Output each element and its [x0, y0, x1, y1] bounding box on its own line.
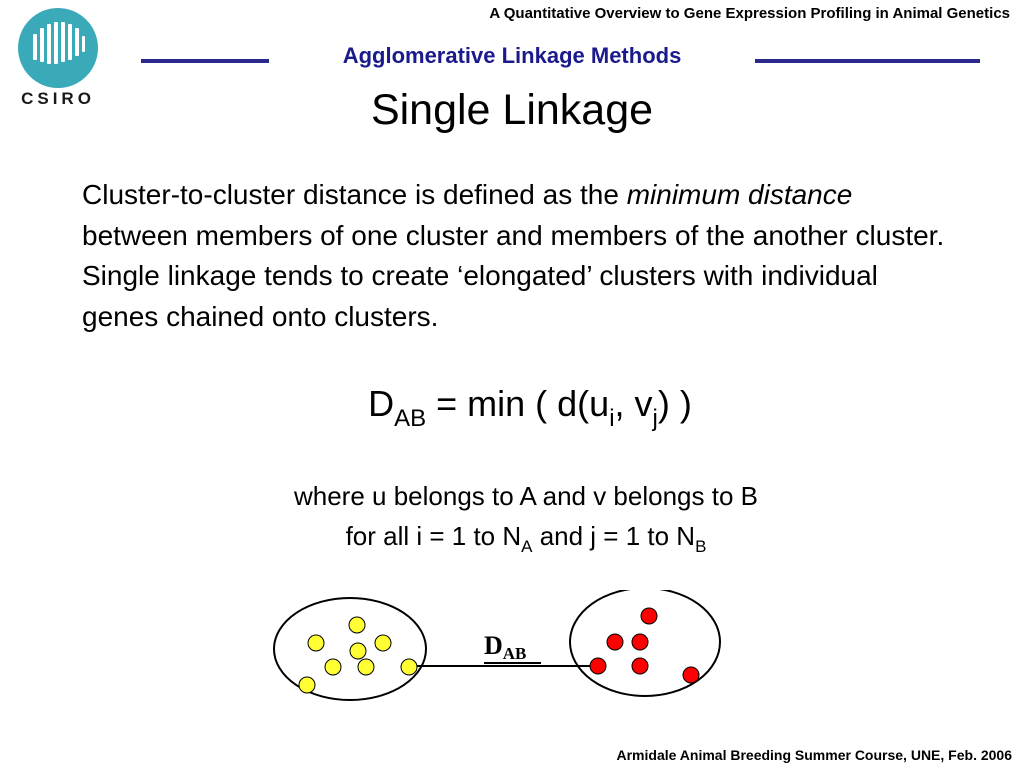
formula-lhs: D	[368, 383, 395, 424]
header-rule-right	[755, 59, 980, 63]
link-label-d: D	[484, 631, 503, 660]
cluster-a-point	[299, 677, 315, 693]
condition-j-range: and j = 1 to N	[532, 521, 696, 551]
cluster-diagram	[0, 590, 1024, 710]
formula-i-subscript: i	[609, 405, 615, 432]
cluster-a-point	[325, 659, 341, 675]
link-label-subscript: AB	[502, 644, 527, 663]
cluster-b-point	[632, 658, 648, 674]
single-linkage-formula	[0, 383, 1024, 432]
formula-min: = min ( d(u	[426, 383, 610, 424]
cluster-b-point	[683, 667, 699, 683]
cluster-b-point	[632, 634, 648, 650]
definition-paragraph	[82, 175, 952, 337]
footer: Armidale Animal Breeding Summer Course, UNE, Feb. 2006	[616, 747, 1012, 763]
definition-text-end: between members of one cluster and members of the another cluster. Single linkage tends to create ‘elongated’ clusters with individual genes chained onto clusters.	[82, 219, 945, 332]
csiro-logo-text: CSIRO	[21, 89, 95, 108]
link-label	[484, 631, 526, 663]
cluster-b-point	[607, 634, 623, 650]
cluster-b-point	[641, 608, 657, 624]
condition-na-subscript: A	[521, 537, 533, 556]
definition-emphasis: minimum distance	[626, 179, 853, 210]
formula-comma: , v	[614, 383, 653, 424]
cluster-a-point	[358, 659, 374, 675]
cluster-a-point	[401, 659, 417, 675]
cluster-a-point	[308, 635, 324, 651]
condition-nb-subscript: B	[695, 537, 707, 556]
condition-line-2	[0, 521, 1024, 556]
cluster-a-point	[375, 635, 391, 651]
formula-j-subscript: j	[652, 405, 658, 432]
cluster-a-point	[349, 617, 365, 633]
definition-text-start: Cluster-to-cluster distance is defined as the	[82, 179, 627, 210]
condition-line-1: where u belongs to A and v belongs to B	[293, 481, 758, 511]
slide-title: Single Linkage	[370, 86, 654, 134]
cluster-b-point	[590, 658, 606, 674]
course-title: A Quantitative Overview to Gene Expression Profiling in Animal Genetics	[489, 5, 1010, 22]
cluster-b-points	[590, 608, 699, 683]
formula-end: ) )	[657, 383, 692, 424]
cluster-a-points	[299, 617, 417, 693]
cluster-a-point	[350, 643, 366, 659]
condition-i-range: for all i = 1 to N	[345, 521, 522, 551]
formula-lhs-subscript: AB	[394, 405, 427, 432]
section-title: Agglomerative Linkage Methods	[342, 43, 682, 68]
